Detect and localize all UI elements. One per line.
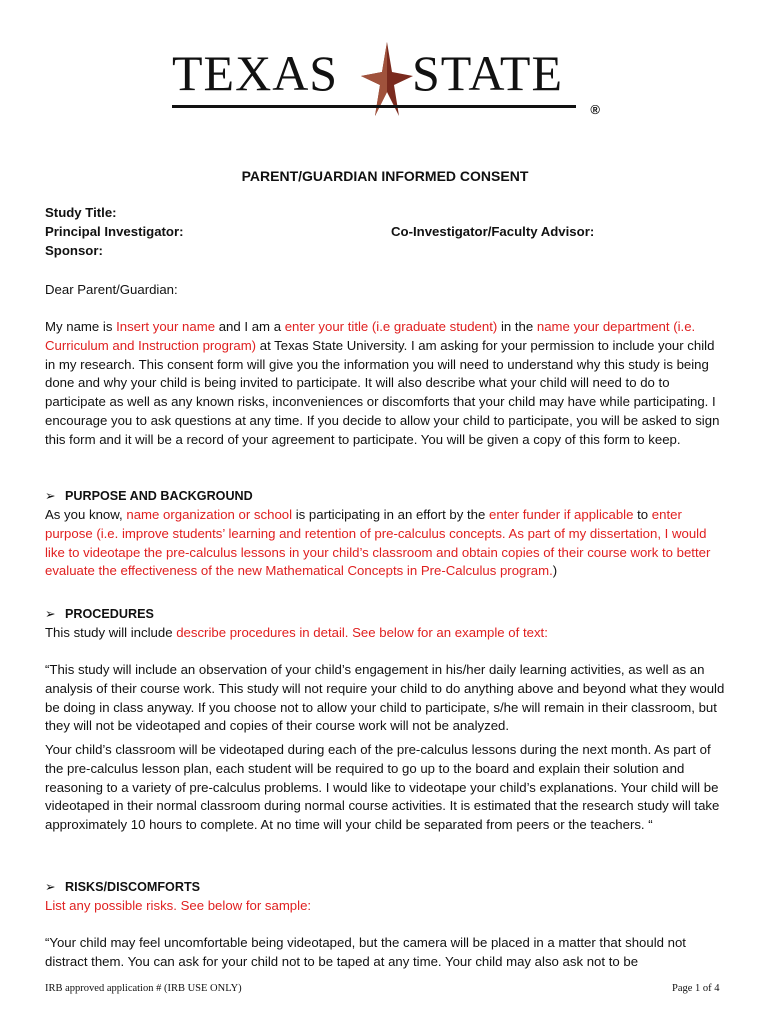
placeholder-organization: name organization or school <box>126 507 293 522</box>
placeholder-purpose: enter purpose (i.e. improve students’ learning and retention of pre-calculus concepts. As part of my dissertation, I would like to videotape the pre-calculus lessons in your child’s classroom and obtain copies of their course work to better evaluate the effectiveness of the new Mathematical Concepts in Pre-Calculus program. <box>45 507 711 579</box>
document-title: PARENT/GUARDIAN INFORMED CONSENT <box>241 168 529 184</box>
placeholder-name: Insert your name <box>116 319 216 334</box>
procedures-example-1: “This study will include an observation of your child’s engagement in his/her daily learning activities, as well as an analysis of their course work. This study will not require your child to do anything above and beyond what they would be doing in class anyway. If you choose not to allow your child to participate, s/he will remain in their classroom, but they will not be videotaped and copies of their course work will not be analyzed. <box>45 662 725 734</box>
procedures-example-2: Your child’s classroom will be videotaped during each of the pre-calculus lessons during the next month. As part of the pre-calculus lesson plan, each student will be required to go up to the board and explain their solution and reasoning to a variety of pre-calculus problems. I would like to videotape your child’s explanations. Your child will be videotaped in their normal classroom during normal course activities. It is estimated that the research study will take approximately 10 hours to complete. At no time will your child be separated from peers or the teachers. “ <box>45 742 720 833</box>
study-title-label: Study Title: <box>45 205 117 220</box>
intro-paragraph: My name is Insert your name and I am a enter your title (i.e graduate student) in the name your department (i.e. Curriculum and Instruction program) at Texas State University. I am asking for your permission to include your child in my research. This consent form will give you the information you will need to understand why this study is being done and why your child is being invited to participate. It will also describe what your child will need to do to participate as well as any known risks, inconveniences or discomforts that your child may have while participating. I encourage you to ask questions at any time. If you decide to allow your child to participate, you will be asked to sign this form and it will be a record of your agreement to participate. You will be given a copy of this form to keep. <box>45 319 720 447</box>
risks-heading: ➢ RISKS/DISCOMFORTS <box>45 880 201 894</box>
risks-placeholder: List any possible risks. See below for sample: <box>45 898 312 913</box>
risks-example: “Your child may feel uncomfortable being videotaped, but the camera will be placed in a matter that should not distract them. You can ask for your child not to be taped at any time. Your child may also ask not to be <box>45 935 686 969</box>
logo-word-texas: TEXAS <box>172 45 339 101</box>
bullet-arrow-icon: ➢ <box>45 607 56 621</box>
purpose-paragraph: As you know, name organization or school is participating in an effort by the enter funder if applicable to enter purpose (i.e. improve students’ learning and retention of pre-calculus concepts. As part of my dissertation, I would like to videotape the pre-calculus lessons in your child’s classroom and obtain copies of their course work to better evaluate the effectiveness of the new Mathematical Concepts in Pre-Calculus program.) <box>45 507 711 579</box>
placeholder-title: enter your title (i.e graduate student) <box>284 319 498 334</box>
sponsor-label: Sponsor: <box>45 243 103 258</box>
procedures-intro: This study will include describe procedures in detail. See below for an example of text: <box>45 625 548 640</box>
placeholder-procedures: describe procedures in detail. See below for an example of text: <box>176 625 548 640</box>
placeholder-department: name your department (i.e. Curriculum and Instruction program) <box>45 319 696 353</box>
footer-irb-label: IRB approved application # (IRB USE ONLY) <box>45 983 242 994</box>
procedures-heading: ➢ PROCEDURES <box>45 607 154 621</box>
bullet-arrow-icon: ➢ <box>45 489 56 503</box>
purpose-heading: ➢ PURPOSE AND BACKGROUND <box>45 489 253 503</box>
bullet-arrow-icon: ➢ <box>45 880 56 894</box>
salutation: Dear Parent/Guardian: <box>45 282 178 297</box>
placeholder-funder: enter funder if applicable <box>489 507 634 522</box>
logo-word-state: STATE <box>412 45 563 101</box>
logo-rule <box>172 105 576 108</box>
co-investigator-label: Co-Investigator/Faculty Advisor: <box>391 224 595 239</box>
page-number: Page 1 of 4 <box>672 983 720 994</box>
principal-investigator-label: Principal Investigator: <box>45 224 184 239</box>
registered-mark: ® <box>590 102 600 117</box>
texas-state-logo <box>168 42 608 124</box>
